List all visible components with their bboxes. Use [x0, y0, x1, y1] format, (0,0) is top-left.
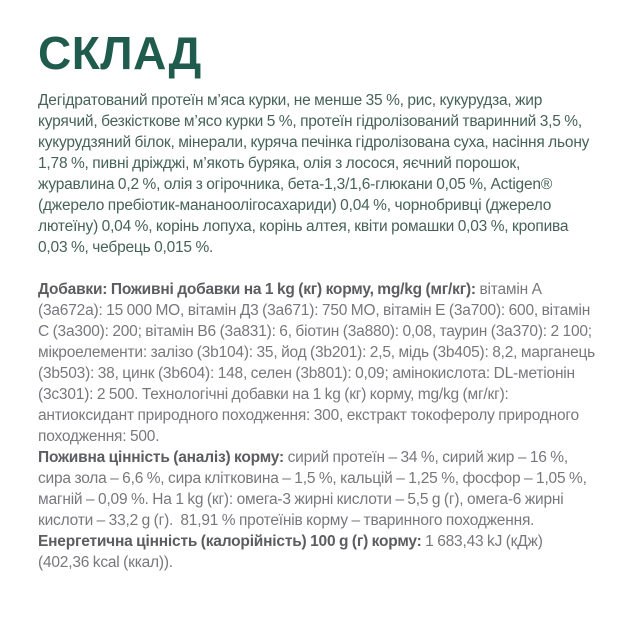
additives-text: вітамін A (3a672a): 15 000 МО, вітамін Д3 (3a671): 750 МО, вітамін E (3a700): 600, вітамін C (3a300): 200; вітамін B6 (3a831): 6, біотин (3a880): 0,08, таурин (3a370): 2 100; мікроелементи: залізо (3b104): 35, йод (3b201): 2,5, мідь (3b405): 8,2, марганець (3b503): 38, цинк (3b604): 148, селен (3b801): 0,09; амінокислота: DL-метіонін (3c301): 2 500. Технологічні добавки на 1 kg (кг) корму, mg/kg (мг/кг): антиоксидант природного походження: 300, екстракт токоферолу природного походження: 500.	[38, 281, 596, 445]
composition-text: Дегідратований протеїн м’яса курки, не менше 35 %, рис, кукурудза, жир курячий, безкісткове м’ясо курки 5 %, протеїн гідролізований тваринний 3,5 %, кукурудзяний білок, мінерали, куряча печінка гідролізована суха, насіння льону 1,78 %, пивні дріжджі, м’якоть буряка, олія з лосося, яєчний порошок, журавлина 0,2 %, олія з огірочника, бета-1,3/1,6-глюкани 0,05 %, Actigen® (джерело пребіотик-мананоолігосахариди) 0,04 %, чорнобривці (джерело лютеїну) 0,04 %, корінь лопуха, корінь алтея, квіти ромашки 0,03 %, кропива 0,03 %, чебрець 0,015 %.	[38, 92, 590, 256]
composition-paragraph	[38, 90, 596, 258]
energy-lead: Енергетична цінність (калорійність) 100 g (г) корму:	[38, 533, 422, 550]
additives-lead: Добавки: Поживні добавки на 1 kg (кг) корму, mg/kg (мг/кг):	[38, 281, 476, 298]
energy-paragraph	[38, 531, 596, 573]
section-title: СКЛАД	[38, 27, 202, 79]
nutrition-paragraph	[38, 447, 596, 531]
nutrition-lead: Поживна цінність (аналіз) корму:	[38, 449, 284, 466]
additives-paragraph	[38, 279, 596, 447]
nutrition-text: сирий протеїн – 34 %, сирий жир – 16 %, сира зола – 6,6 %, сира клітковина – 1,5 %, кальцій – 1,25 %, фосфор – 1,05 %, магній – 0,09 %. На 1 kg (кг): омега-3 жирні кислоти – 5,5 g (г), омега-6 жирні кислоти – 33,2 g (г). 81,91 % протеїнів корму – тваринного походження.	[38, 449, 587, 529]
energy-text: 1 683,43 kJ (кДж) (402,36 kcal (ккал)).	[38, 533, 543, 571]
